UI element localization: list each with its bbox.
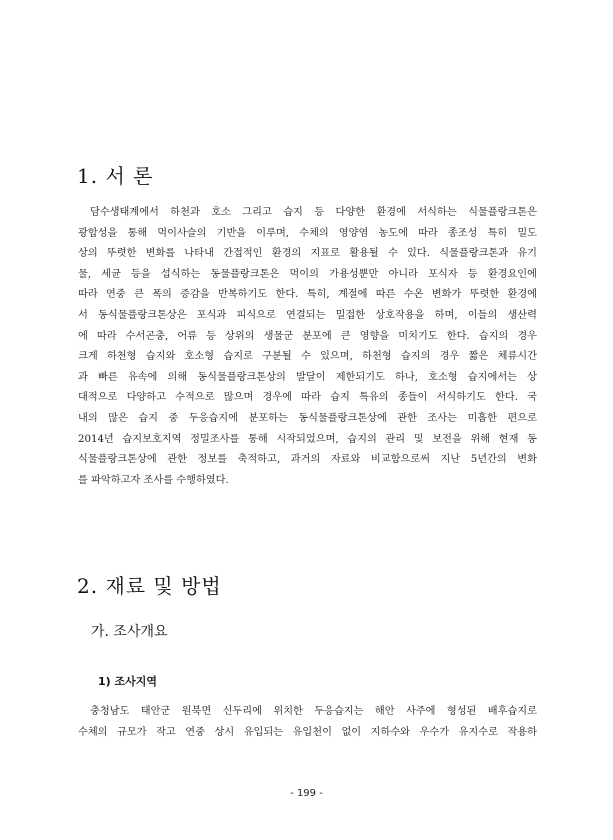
paragraph-line: 2014년 습지보호지역 정밀조사를 통해 시작되었으며, 습지의 관리 및 보전을 위해 현재 동 bbox=[78, 433, 537, 445]
subsection-heading: 가. 조사개요 bbox=[91, 624, 168, 640]
section-1-heading: 1. 서 론 bbox=[77, 164, 154, 188]
paragraph-line: 를 파악하고자 조사를 수행하였다. bbox=[78, 474, 229, 486]
paragraph-line: 충청남도 태안군 원북면 신두리에 위치한 두응습지는 해안 사주에 형성된 배후습지로 bbox=[90, 706, 537, 717]
paragraph-line: 내의 많은 습지 중 두응습지에 분포하는 동식물플랑크톤상에 관한 조사는 미흡한 편으로 bbox=[78, 412, 537, 424]
paragraph-line: 따라 연중 큰 폭의 증감을 반복하기도 한다. 특히, 계절에 따른 수온 변화가 뚜렷한 환경에 bbox=[78, 289, 537, 301]
paragraph-line: 물, 세균 등을 섭식하는 동물플랑크톤은 먹이의 가용성뿐만 아니라 포식자 등 환경요인에 bbox=[78, 268, 537, 280]
paragraph-line: 과 빠른 유속에 의해 동식물플랑크톤상의 발달이 제한되기도 하나, 호소형 습지에서는 상 bbox=[78, 371, 537, 383]
paragraph-line: 서 동식물플랑크톤상은 포식과 피식으로 연결되는 밀접한 상호작용을 하며, 이들의 생산력 bbox=[78, 309, 537, 321]
section-2-paragraph bbox=[78, 702, 537, 743]
paragraph-line: 에 따라 수서곤충, 어류 등 상위의 생물군 분포에 큰 영향을 미치기도 한다. 습지의 경우 bbox=[78, 330, 537, 342]
paragraph-line: 상의 뚜렷한 변화를 나타내 간접적인 환경의 지표로 활용될 수 있다. 식물플랑크톤과 유기 bbox=[78, 248, 537, 260]
page-number: - 199 - bbox=[290, 788, 323, 799]
section-2-heading: 2. 재료 및 방법 bbox=[77, 574, 222, 598]
paragraph-line: 대적으로 다양하고 수적으로 많으며 경우에 따라 습지 특유의 종들이 서식하기도 한다. 국 bbox=[78, 392, 537, 404]
subsubsection-heading: 1) 조사지역 bbox=[98, 675, 158, 688]
paragraph-line: 담수생태계에서 하천과 호소 그리고 습지 등 다양한 환경에 서식하는 식물플랑크톤은 bbox=[90, 207, 537, 218]
paragraph-line: 식물플랑크톤상에 관한 정보를 축적하고, 과거의 자료와 비교함으로써 지난 5년간의 변화 bbox=[78, 454, 537, 466]
section-1-paragraph bbox=[78, 203, 537, 491]
paragraph-line: 광합성을 통해 먹이사슬의 기반을 이루며, 수체의 영양염 농도에 따라 종조성 특히 밀도 bbox=[78, 227, 537, 239]
paragraph-line: 크게 하천형 습지와 호소형 습지로 구분될 수 있으며, 하천형 습지의 경우 짧은 체류시간 bbox=[78, 351, 537, 363]
paragraph-line: 수체의 규모가 작고 연중 상시 유입되는 유입천이 없이 지하수와 우수가 유지수로 작용하 bbox=[78, 726, 537, 738]
